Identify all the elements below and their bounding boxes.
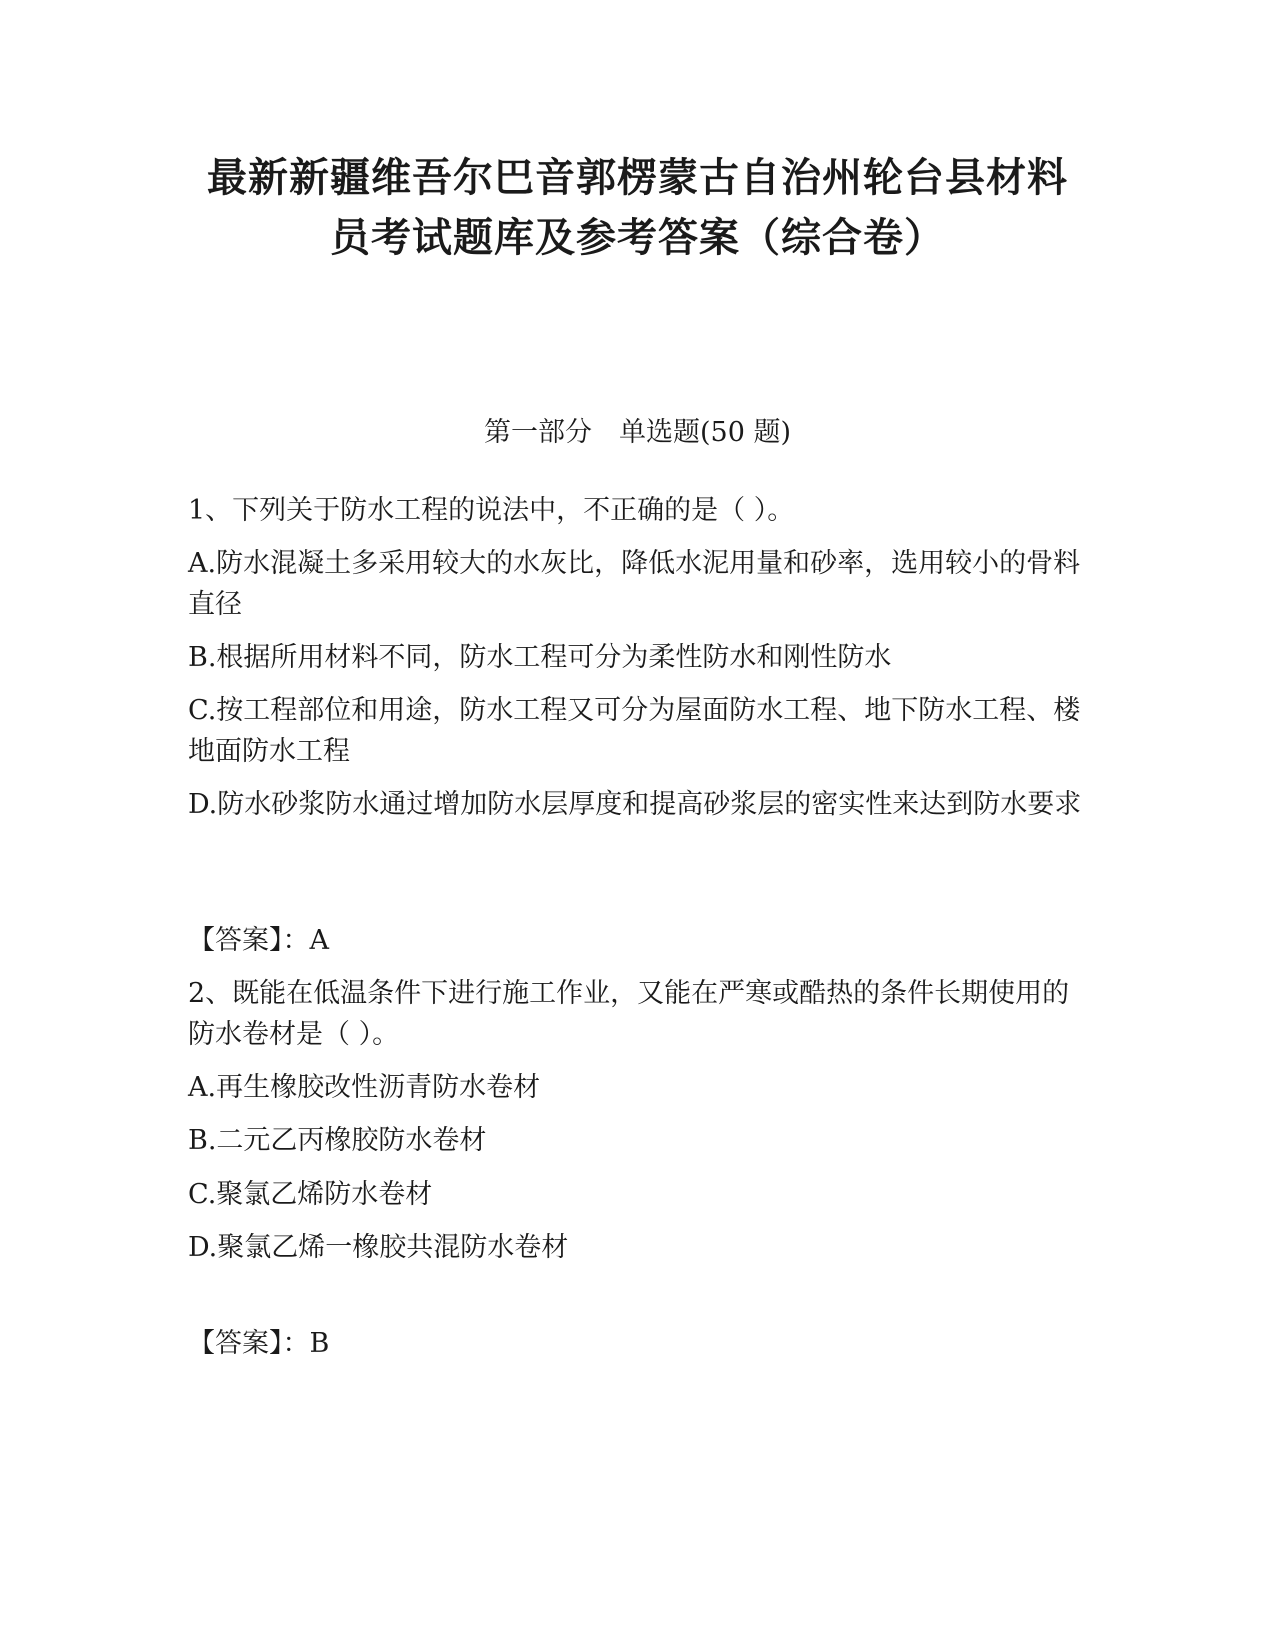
question-2-option-d: D.聚氯乙烯一橡胶共混防水卷材 xyxy=(188,1232,569,1263)
question-1-option-d: D.防水砂浆防水通过增加防水层厚度和提高砂浆层的密实性来达到防水要求 xyxy=(188,789,1082,820)
section-heading: 第一部分 单选题(50 题) xyxy=(483,417,791,448)
question-2-stem: 2、既能在低温条件下进行施工作业，又能在严寒或酷热的条件长期使用的防水卷材是（ ）。 xyxy=(188,978,1070,1050)
question-2-option-a: A.再生橡胶改性沥青防水卷材 xyxy=(188,1072,541,1103)
question-2-option-c: C.聚氯乙烯防水卷材 xyxy=(188,1179,433,1210)
title-line-2: 员考试题库及参考答案（综合卷） xyxy=(330,215,945,261)
title-line-1: 最新新疆维吾尔巴音郭楞蒙古自治州轮台县材料 xyxy=(207,155,1068,201)
question-1-option-b: B.根据所用材料不同，防水工程可分为柔性防水和刚性防水 xyxy=(188,642,892,673)
document-title xyxy=(150,148,1125,268)
question-1-option-c: C.按工程部位和用途，防水工程又可分为屋面防水工程、地下防水工程、楼地面防水工程 xyxy=(188,695,1081,767)
question-2-option-b: B.二元乙丙橡胶防水卷材 xyxy=(188,1125,487,1156)
question-1-stem: 1、下列关于防水工程的说法中，不正确的是（ ）。 xyxy=(188,495,795,526)
question-1-answer: 【答案】：A xyxy=(188,925,329,956)
question-1-option-a: A.防水混凝土多采用较大的水灰比，降低水泥用量和砂率，选用较小的骨料直径 xyxy=(188,548,1081,620)
question-2-answer: 【答案】：B xyxy=(188,1328,330,1359)
